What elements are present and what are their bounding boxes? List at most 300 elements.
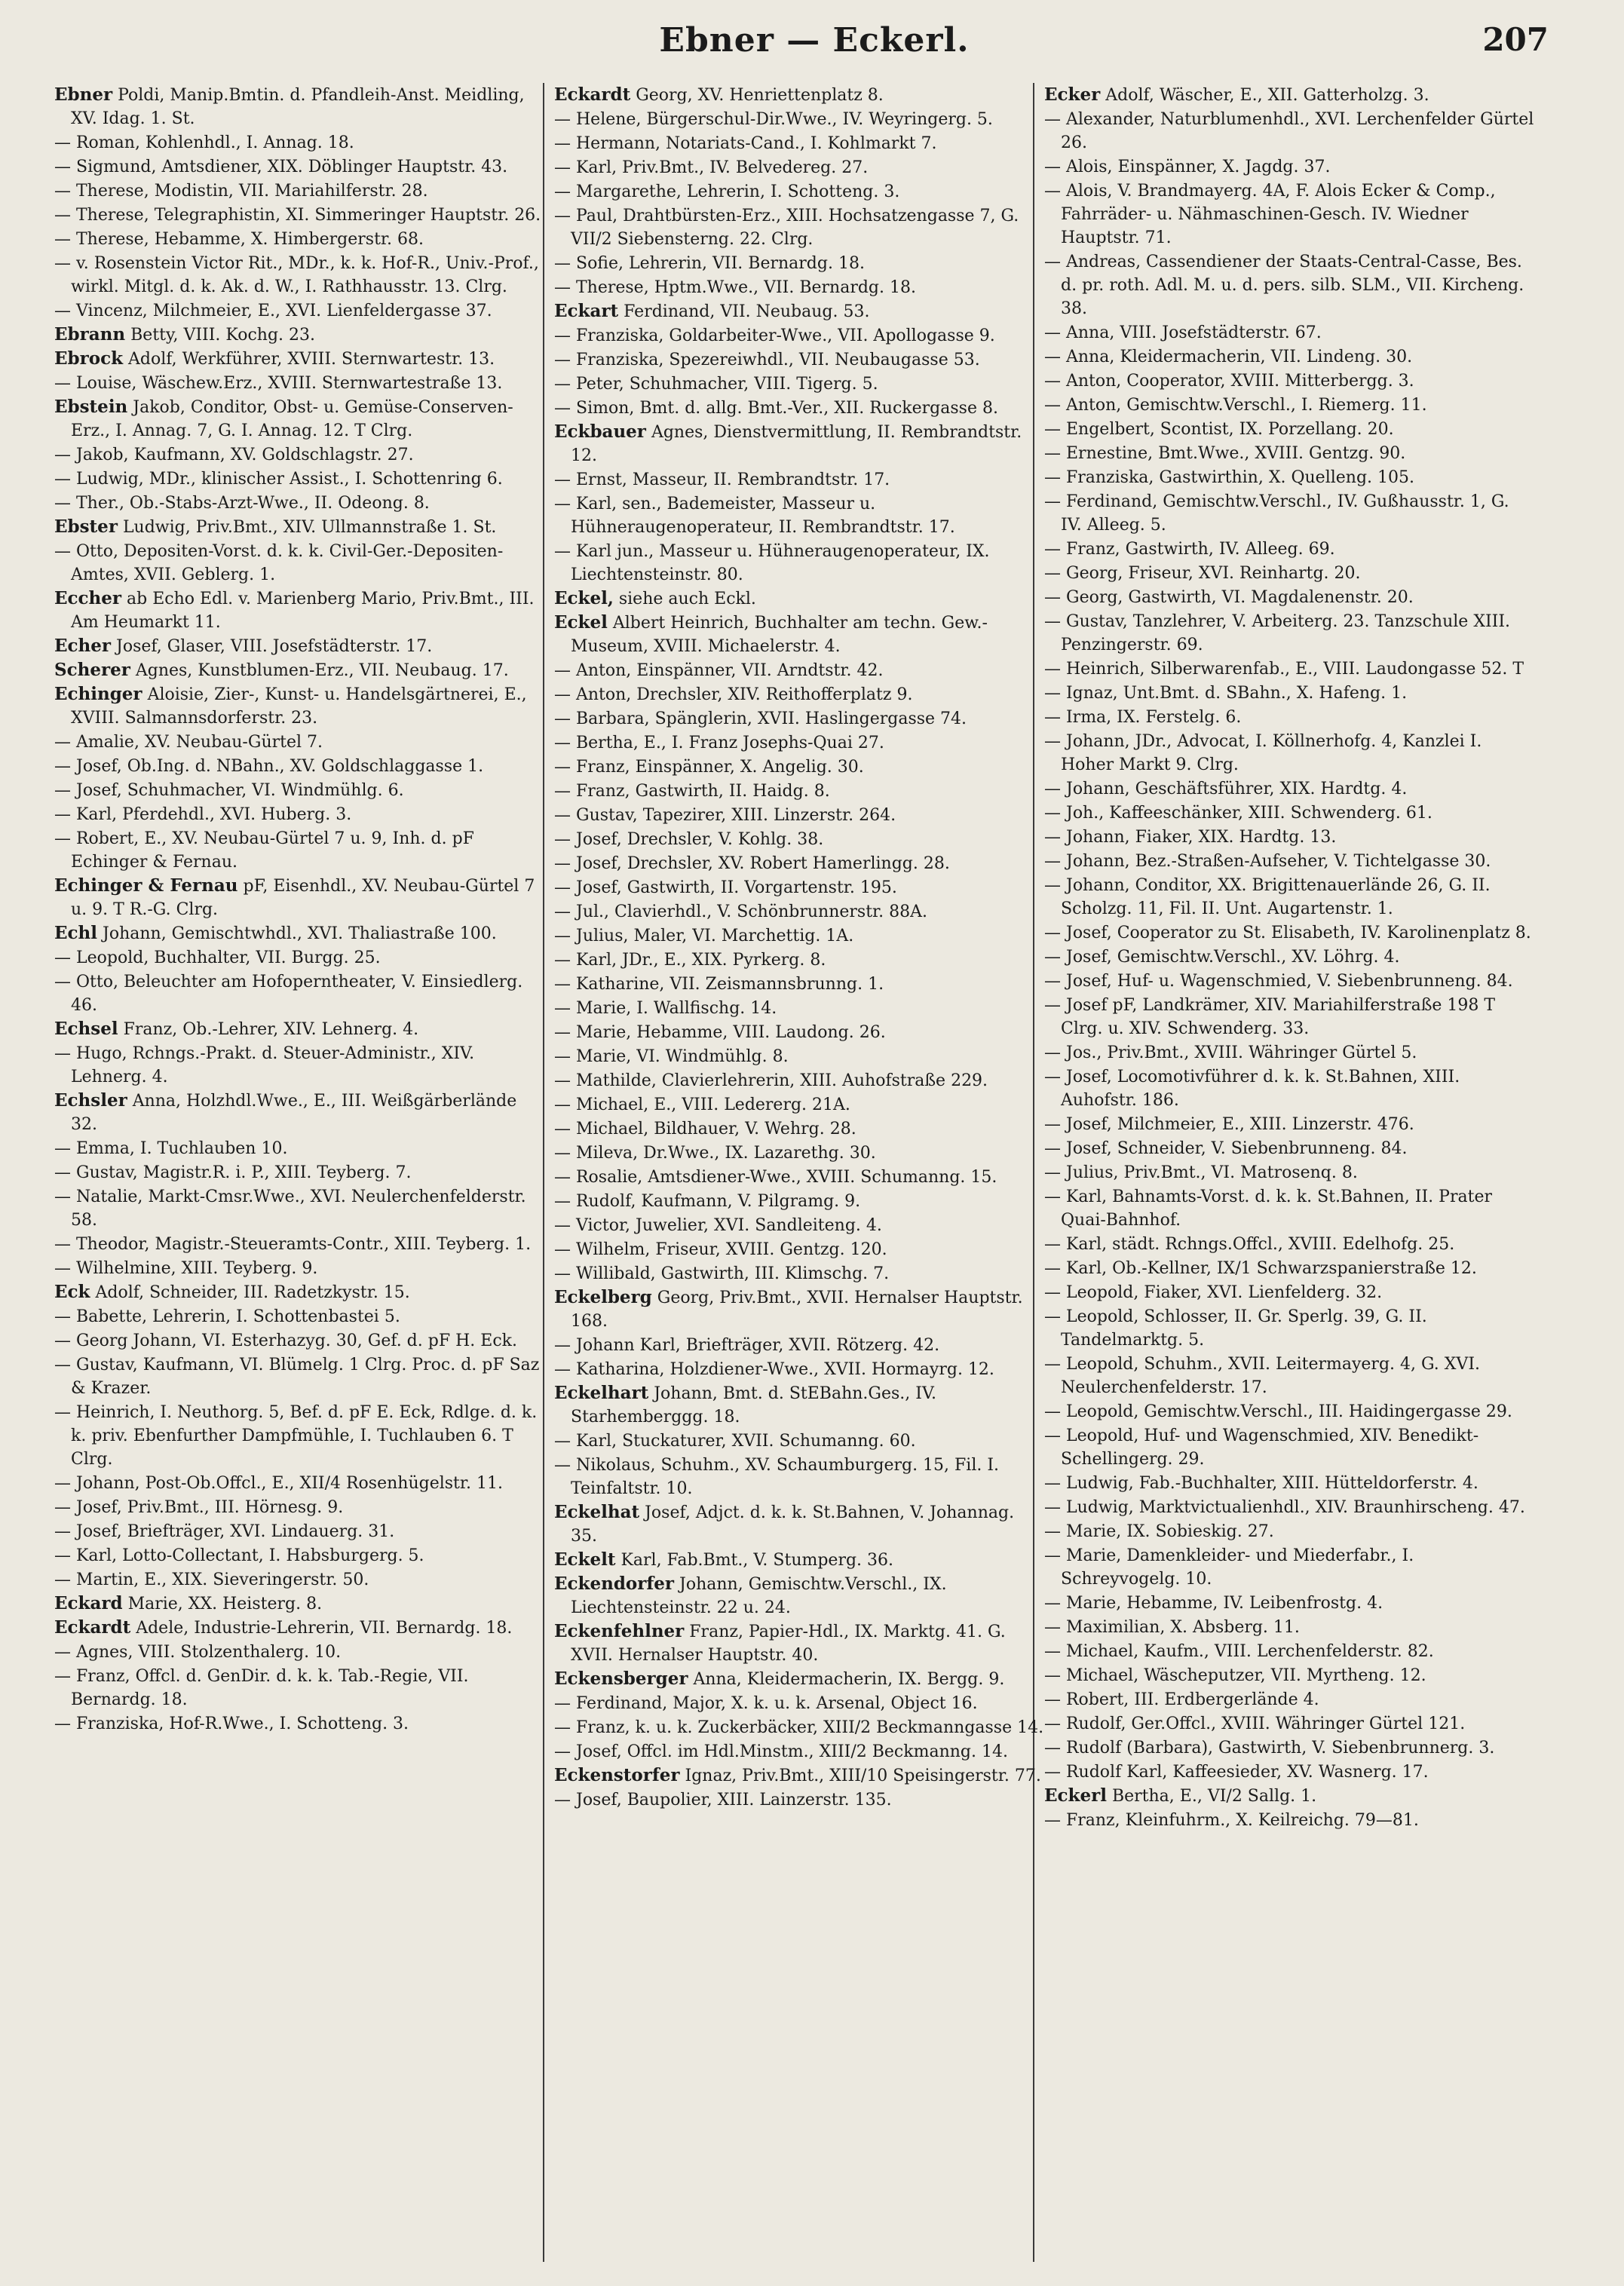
entry-text: — Franz, Kleinfuhrm., X. Keilreichg. 79—81. [1044,1811,1419,1830]
entry-text: — Sigmund, Amtsdiener, XIX. Döblinger Hauptstr. 43. [54,158,508,176]
directory-entry [1044,1471,1534,1495]
directory-entry [1044,1184,1534,1232]
entry-text: Georg, Priv.Bmt., XVII. Hernalser Hauptstr. 168. [571,1289,1023,1331]
directory-entry [54,730,544,754]
directory-entry [554,251,1044,275]
entry-text: — Johann, Bez.-Straßen-Aufseher, V. Tichtelgasse 30. [1044,852,1491,871]
directory-entry [1044,489,1534,537]
directory-entry [1044,561,1534,585]
directory-entry [1044,1784,1534,1808]
entry-text: — Karl, Bahnamts-Vorst. d. k. k. St.Bahnen, II. Prater Quai-Bahnhof. [1044,1187,1492,1230]
entry-text: Betty, VIII. Kochg. 23. [130,326,316,345]
directory-entry [554,1572,1044,1620]
entry-text: ab Echo Edl. v. Marienberg Mario, Priv.Bmt., III. Am Heumarkt 11. [71,590,535,632]
directory-entry [1044,1495,1534,1519]
entry-text: — Josef, Gastwirth, II. Vorgartenstr. 195. [554,878,897,897]
entry-text: — Franziska, Gastwirthin, X. Quelleng. 105. [1044,468,1415,487]
directory-entry [54,1089,544,1136]
entry-text: Jakob, Conditor, Obst- u. Gemüse-Conserven-Erz., I. Annag. 7, G. I. Annag. 12. T Clrg. [71,398,513,440]
directory-entry [54,1017,544,1041]
entry-text: — Karl, Lotto-Collectant, I. Habsburgerg. 5. [54,1546,424,1565]
directory-entry [554,1739,1044,1764]
directory-entry [554,1285,1044,1333]
entry-text: Johann, Gemischtwhdl., XVI. Thaliastraße 100. [103,924,497,943]
directory-entry [54,371,544,395]
directory-entry [554,851,1044,875]
entry-text: — Vincenz, Milchmeier, E., XVI. Lienfeldergasse 37. [54,302,492,320]
entry-text: — Anton, Gemischtw.Verschl., I. Riemerg. 11. [1044,396,1427,415]
running-title: Ebner — Eckerl. [659,21,970,60]
directory-entry [554,1764,1044,1788]
entry-text: — Emma, I. Tuchlauben 10. [54,1139,288,1158]
entry-text: — Josef pF, Landkrämer, XIV. Mariahilferstraße 198 T Clrg. u. XIV. Schwenderg. 33. [1044,996,1496,1038]
directory-entry [554,706,1044,731]
entry-text: — Leopold, Schuhm., XVII. Leitermayerg. 4, G. XVI. Neulerchenfelderstr. 17. [1044,1355,1481,1397]
directory-entry [554,1691,1044,1715]
page-number: 207 [1482,21,1549,58]
directory-entry [1044,393,1534,417]
directory-entry [1044,1687,1534,1711]
directory-entry [1044,465,1534,489]
entry-surname: Eckenstorfer [554,1765,680,1785]
entry-text: — Karl, Ob.-Kellner, IX/1 Schwarzspanierstraße 12. [1044,1259,1477,1278]
entry-text: — Karl, JDr., E., XIX. Pyrkerg. 8. [554,951,826,970]
directory-entry [54,179,544,203]
directory-entry [1044,1711,1534,1736]
entry-surname: Eckel, [554,588,614,608]
directory-entry [1044,705,1534,729]
directory-entry [554,179,1044,204]
entry-text: Josef, Adjct. d. k. k. St.Bahnen, V. Johannag. 35. [571,1503,1015,1546]
entry-text: — Andreas, Cassendiener der Staats-Central-Casse, Bes. d. pr. roth. Adl. M. u. d. pers. silb. SLM., VII. Kircheng. 38. [1044,253,1524,318]
directory-entry [1044,1760,1534,1784]
entry-text: — Rudolf, Ger.Offcl., XVIII. Währinger Gürtel 121. [1044,1714,1466,1733]
directory-entry [554,492,1044,539]
entry-text: — Wilhelm, Friseur, XVIII. Gentzg. 120. [554,1240,887,1259]
entry-text: — Engelbert, Scontist, IX. Porzellang. 20. [1044,420,1394,439]
entry-text: — Maximilian, X. Absberg. 11. [1044,1618,1300,1637]
entry-text: — Josef, Gemischtw.Verschl., XV. Löhrg. 4. [1044,948,1400,967]
directory-entry [54,227,544,251]
directory-entry [54,1353,544,1400]
directory-entry [554,155,1044,179]
entry-text: — Georg, Gastwirth, VI. Magdalenenstr. 20. [1044,588,1414,607]
directory-entry [554,682,1044,706]
entry-text: Aloisie, Zier-, Kunst- u. Handelsgärtnerei, E., XVIII. Salmannsdorferstr. 23. [71,685,527,728]
entry-text: — Alois, Einspänner, X. Jagdg. 37. [1044,158,1331,176]
entry-text: — Wilhelmine, XIII. Teyberg. 9. [54,1259,318,1278]
entry-text: — Helene, Bürgerschul-Dir.Wwe., IV. Weyringerg. 5. [554,110,993,129]
entry-text: — Michael, Wäscheputzer, VII. Myrtheng. 12. [1044,1666,1426,1685]
directory-entry [1044,1160,1534,1184]
entry-text: — Ignaz, Unt.Bmt. d. SBahn., X. Hafeng. 1. [1044,684,1408,703]
directory-entry [1044,801,1534,825]
directory-entry [54,83,544,130]
directory-entry [1044,1423,1534,1471]
entry-text: Ignaz, Priv.Bmt., XIII/10 Speisingerstr. 77. [685,1767,1041,1785]
entry-text: — Simon, Bmt. d. allg. Bmt.-Ver., XII. Ruckergasse 8. [554,399,998,418]
directory-entry [54,874,544,921]
directory-entry [1044,155,1534,179]
directory-entry [1044,609,1534,657]
entry-surname: Eckel [554,612,608,633]
entry-surname: Scherer [54,660,130,680]
entry-text: — Ludwig, MDr., klinischer Assist., I. Schottenring 6. [54,470,503,489]
entry-text: — Therese, Telegraphistin, XI. Simmeringer Hauptstr. 26. [54,206,541,225]
entry-text: — Gustav, Magistr.R. i. P., XIII. Teyberg. 7. [54,1163,412,1182]
entry-text: — Jakob, Kaufmann, XV. Goldschlagstr. 27. [54,446,414,464]
entry-text: — Johann, JDr., Advocat, I. Köllnerhofg. 4, Kanzlei I. Hoher Markt 9. Clrg. [1044,732,1482,774]
directory-entry [1044,585,1534,609]
entry-text: Anna, Holzhdl.Wwe., E., III. Weißgärberlände 32. [71,1092,517,1134]
entry-text: Josef, Glaser, VIII. Josefstädterstr. 17. [116,637,433,656]
entry-text: — Bertha, E., I. Franz Josephs-Quai 27. [554,734,884,752]
directory-entry [1044,345,1534,369]
directory-entry [554,1620,1044,1667]
entry-text: — Robert, E., XV. Neubau-Gürtel 7 u. 9, Inh. d. pF Echinger & Fernau. [54,829,474,872]
column-right [1044,83,1534,2269]
directory-entry [54,491,544,515]
directory-entry [54,1041,544,1089]
entry-text: — Marie, I. Wallfischg. 14. [554,999,777,1018]
directory-entry [1044,657,1534,681]
directory-entry [554,83,1044,107]
entry-text: — Leopold, Fiaker, XVI. Lienfelderg. 32. [1044,1283,1383,1302]
directory-entry [1044,825,1534,849]
entry-text: — Therese, Modistin, VII. Mariahilferstr. 28. [54,182,428,201]
directory-entry [554,1261,1044,1285]
directory-entry [1044,777,1534,801]
directory-entry [554,1429,1044,1453]
entry-text: — Anton, Einspänner, VII. Arndtstr. 42. [554,661,884,680]
entry-surname: Eckart [554,301,619,321]
directory-entry [554,1189,1044,1213]
directory-entry [554,1500,1044,1548]
entry-surname: Eckendorfer [554,1574,675,1594]
directory-entry [554,611,1044,658]
entry-text: — Michael, E., VIII. Ledererg. 21A. [554,1096,850,1114]
entry-text: — Josef, Drechsler, XV. Robert Hamerlingg. 28. [554,854,950,873]
directory-entry [1044,441,1534,465]
entry-text: — Josef, Priv.Bmt., III. Hörnesg. 9. [54,1498,344,1517]
directory-entry [554,204,1044,251]
directory-entry [54,634,544,658]
directory-entry [54,1184,544,1232]
entry-surname: Ebner [54,84,113,105]
directory-entry [1044,1232,1534,1256]
entry-text: Agnes, Dienstvermittlung, II. Rembrandtstr. 12. [571,423,1022,465]
directory-entry [554,396,1044,420]
directory-entry [54,945,544,970]
entry-surname: Echinger [54,684,142,704]
entry-text: — Johann, Fiaker, XIX. Hardtg. 13. [1044,828,1337,847]
entry-surname: Eckelberg [554,1287,652,1307]
entry-text: — Natalie, Markt-Cmsr.Wwe., XVI. Neulerchenfelderstr. 58. [54,1187,526,1230]
entry-surname: Eckardt [54,1617,131,1638]
entry-text: — Alexander, Naturblumenhdl., XVI. Lerchenfelder Gürtel 26. [1044,110,1534,152]
directory-entry [1044,729,1534,777]
directory-entry [554,1020,1044,1044]
entry-text: — Gustav, Tanzlehrer, V. Arbeiterg. 23. Tanzschule XIII. Penzingerstr. 69. [1044,612,1511,654]
directory-entry [554,107,1044,131]
directory-entry [554,827,1044,851]
entry-text: — Rudolf (Barbara), Gastwirth, V. Siebenbrunnerg. 3. [1044,1739,1495,1757]
directory-entry [554,875,1044,899]
directory-entry [1044,1736,1534,1760]
directory-entry [54,515,544,539]
entry-text: — Therese, Hptm.Wwe., VII. Bernardg. 18. [554,278,916,297]
entry-text: — Franz, Offcl. d. GenDir. d. k. k. Tab.-Regie, VII. Bernardg. 18. [54,1667,469,1709]
entry-text: — Rudolf Karl, Kaffeesieder, XV. Wasnerg. 17. [1044,1763,1429,1782]
directory-entry [54,826,544,874]
entry-text: — Franz, Gastwirth, II. Haidg. 8. [554,782,830,801]
directory-entry [54,1592,544,1616]
column-left [54,83,544,2269]
directory-entry [554,539,1044,587]
directory-entry [54,754,544,778]
directory-entry [554,996,1044,1020]
entry-text: — Jos., Priv.Bmt., XVIII. Währinger Gürtel 5. [1044,1043,1417,1062]
directory-entry [54,467,544,491]
entry-text: — Alois, V. Brandmayerg. 4A, F. Alois Ecker & Comp., Fahrräder- u. Nähmaschinen-Gesch. IV. Wiedner Hauptstr. 71. [1044,182,1496,247]
directory-entry [554,1213,1044,1237]
directory-entry [54,539,544,587]
directory-entry [554,587,1044,611]
entry-surname: Ebstein [54,397,128,417]
directory-entry [554,131,1044,155]
entry-text: — Karl, sen., Bademeister, Masseur u. Hühneraugenoperateur, II. Rembrandtstr. 17. [554,495,955,537]
directory-entry [554,348,1044,372]
entry-text: — Heinrich, I. Neuthorg. 5, Bef. d. pF E. Eck, Rdlge. d. k. k. priv. Ebenfurther Dampfmühle, I. Tuchlauben 6. T Clrg. [54,1403,538,1469]
directory-entry [54,251,544,299]
entry-text: — Anna, VIII. Josefstädterstr. 67. [1044,323,1322,342]
entry-text: — Hugo, Rchngs.-Prakt. d. Steuer-Administr., XIV. Lehnerg. 4. [54,1044,475,1086]
directory-entry [54,1640,544,1664]
directory-entry [1044,320,1534,345]
entry-text: — Johann, Post-Ob.Offcl., E., XII/4 Rosenhügelstr. 11. [54,1474,503,1493]
entry-text: Johann, Gemischtw.Verschl., IX. Liechtensteinstr. 22 u. 24. [571,1575,947,1617]
entry-text: Karl, Fab.Bmt., V. Stumperg. 36. [620,1551,894,1570]
entry-text: Ferdinand, VII. Neubaug. 53. [624,302,870,321]
entry-text: — Nikolaus, Schuhm., XV. Schaumburgerg. 15, Fil. I. Teinfaltstr. 10. [554,1456,1000,1498]
entry-text: — Therese, Hebamme, X. Himbergerstr. 68. [54,230,424,249]
entry-text: — Franziska, Hof-R.Wwe., I. Schotteng. 3. [54,1714,409,1733]
directory-entry [1044,1615,1534,1639]
entry-text: — Marie, IX. Sobieskig. 27. [1044,1522,1274,1541]
entry-text: — Georg Johann, VI. Esterhazyg. 30, Gef. d. pF H. Eck. [54,1331,517,1350]
directory-entry [54,778,544,802]
directory-entry [54,1136,544,1160]
entry-text: — Willibald, Gastwirth, III. Klimschg. 7. [554,1264,890,1283]
entry-text: — Anton, Drechsler, XIV. Reithofferplatz 9. [554,685,913,704]
entry-text: — Ludwig, Marktvictualienhdl., XIV. Braunhirscheng. 47. [1044,1498,1525,1517]
entry-text: — Ernestine, Bmt.Wwe., XVIII. Gentzg. 90. [1044,444,1406,463]
entry-text: — Victor, Juwelier, XVI. Sandleiteng. 4. [554,1216,882,1235]
directory-entry [54,1543,544,1567]
directory-entry [1044,1256,1534,1280]
entry-text: Albert Heinrich, Buchhalter am techn. Gew.-Museum, XVIII. Michaelerstr. 4. [571,614,988,656]
directory-entry [1044,681,1534,705]
entry-text: — Franziska, Goldarbeiter-Wwe., VII. Apollogasse 9. [554,326,995,345]
entry-surname: Eckerl [1044,1785,1107,1806]
directory-entry [1044,1304,1534,1352]
directory-entry [1044,873,1534,921]
entry-surname: Eckensberger [554,1669,688,1689]
directory-entry [54,323,544,347]
directory-entry [54,921,544,945]
directory-entry [1044,1136,1534,1160]
entry-text: — Marie, Hebamme, IV. Leibenfrostg. 4. [1044,1594,1383,1613]
entry-text: Poldi, Manip.Bmtin. d. Pfandleih-Anst. Meidling, XV. Idag. 1. St. [71,86,525,128]
directory-entry [554,299,1044,323]
entry-text: — Julius, Maler, VI. Marchettig. 1A. [554,927,854,945]
directory-entry [54,395,544,443]
directory-entry [554,1667,1044,1691]
directory-entry [54,1711,544,1736]
entry-text: — Karl, städt. Rchngs.Offcl., XVIII. Edelhofg. 25. [1044,1235,1455,1254]
entry-text: — Karl, Pferdehdl., XVI. Huberg. 3. [54,805,352,824]
directory-entry [554,372,1044,396]
directory-entry [54,155,544,179]
entry-text: — Johann Karl, Briefträger, XVII. Rötzerg. 42. [554,1336,940,1355]
directory-entry [554,467,1044,492]
entry-text: pF, Eisenhdl., XV. Neubau-Gürtel 7 u. 9. T R.-G. Clrg. [71,877,535,919]
directory-entry [54,1664,544,1711]
directory-entry [54,1616,544,1640]
directory-entry [54,1160,544,1184]
directory-entry [554,779,1044,803]
directory-entry [1044,537,1534,561]
directory-entry [1044,250,1534,320]
entry-text: Franz, Papier-Hdl., IX. Marktg. 41. G. XVII. Hernalser Hauptstr. 40. [571,1623,1006,1665]
entry-text: — Ludwig, Fab.-Buchhalter, XIII. Hütteldorferstr. 4. [1044,1474,1478,1493]
entry-text: Marie, XX. Heisterg. 8. [127,1595,323,1613]
entry-text: — Otto, Depositen-Vorst. d. k. k. Civil-Ger.-Depositen-Amtes, XVII. Geblerg. 1. [54,542,504,584]
entry-text: — Leopold, Huf- und Wagenschmied, XIV. Benedikt-Schellingerg. 29. [1044,1426,1479,1469]
directory-entry [1044,1040,1534,1065]
directory-entry [1044,1399,1534,1423]
entry-text: — Franziska, Spezereiwhdl., VII. Neubaugasse 53. [554,351,980,369]
entry-text: — Joh., Kaffeeschänker, XIII. Schwenderg. 61. [1044,804,1432,823]
entry-text: — Katharina, Holzdiener-Wwe., XVII. Hormayrg. 12. [554,1360,994,1379]
directory-entry [1044,969,1534,993]
column-middle [554,83,1044,2269]
directory-entry [1044,1352,1534,1399]
entry-text: — Josef, Baupolier, XIII. Lainzerstr. 135. [554,1791,892,1809]
directory-entry [554,1548,1044,1572]
directory-entry [54,203,544,227]
directory-entry [554,924,1044,948]
directory-entry [554,1333,1044,1357]
entry-surname: Echsel [54,1019,118,1039]
directory-entry [1044,921,1534,945]
directory-entry [1044,83,1534,107]
entry-text: — Theodor, Magistr.-Steueramts-Contr., XIII. Teyberg. 1. [54,1235,532,1254]
entry-text: — Amalie, XV. Neubau-Gürtel 7. [54,733,323,752]
entry-text: — Leopold, Gemischtw.Verschl., III. Haidingergasse 29. [1044,1402,1512,1421]
entry-text: Franz, Ob.-Lehrer, XIV. Lehnerg. 4. [123,1020,419,1039]
entry-text: — Ferdinand, Gemischtw.Verschl., IV. Gußhausstr. 1, G. IV. Alleeg. 5. [1044,492,1509,535]
entry-text: — Josef, Drechsler, V. Kohlg. 38. [554,830,824,849]
directory-entry [54,1400,544,1471]
entry-text: Ludwig, Priv.Bmt., XIV. Ullmannstraße 1. St. [122,518,497,537]
entry-surname: Eckard [54,1593,123,1613]
directory-entry [1044,1519,1534,1543]
entry-text: — Mileva, Dr.Wwe., IX. Lazarethg. 30. [554,1144,876,1163]
directory-entry [1044,1065,1534,1112]
entry-text: — Martin, E., XIX. Sieveringerstr. 50. [54,1570,369,1589]
directory-entry [554,731,1044,755]
directory-entry [554,972,1044,996]
directory-entry [54,802,544,826]
directory-entry [54,587,544,634]
directory-entry [1044,1663,1534,1687]
entry-text: — Johann, Geschäftsführer, XIX. Hardtg. 4. [1044,780,1408,798]
directory-entry [554,420,1044,467]
entry-surname: Echer [54,636,112,656]
entry-surname: Eckelhart [554,1383,649,1403]
entry-text: — Robert, III. Erdbergerlände 4. [1044,1690,1319,1709]
entry-text: — Leopold, Schlosser, II. Gr. Sperlg. 39, G. II. Tandelmarktg. 5. [1044,1307,1427,1350]
entry-text: — Anton, Cooperator, XVIII. Mitterbergg. 3. [1044,372,1414,391]
entry-text: — Josef, Offcl. im Hdl.Minstm., XIII/2 Beckmanng. 14. [554,1742,1008,1761]
entry-text: — Gustav, Tapezirer, XIII. Linzerstr. 264. [554,806,896,825]
entry-text: — Gustav, Kaufmann, VI. Blümelg. 1 Clrg. Proc. d. pF Saz & Krazer. [54,1356,540,1398]
entry-text: Georg, XV. Henriettenplatz 8. [636,86,884,105]
entry-surname: Eckbauer [554,421,646,442]
entry-text: Bertha, E., VI/2 Sallg. 1. [1111,1787,1317,1806]
directory-entry [1044,417,1534,441]
directory-entry [554,1788,1044,1812]
directory-entry [54,1256,544,1280]
entry-text: — Josef, Milchmeier, E., XIII. Linzerstr. 476. [1044,1115,1414,1134]
directory-entry [554,948,1044,972]
entry-text: — Sofie, Lehrerin, VII. Bernardg. 18. [554,254,865,273]
entry-text: — Julius, Priv.Bmt., VI. Matrosenq. 8. [1044,1163,1358,1182]
entry-text: — Michael, Kaufm., VIII. Lerchenfelderstr. 82. [1044,1642,1434,1661]
directory-entry [1044,1543,1534,1591]
directory-entry [54,1471,544,1495]
directory-entry [554,323,1044,348]
directory-entry [554,1453,1044,1500]
directory-entry [54,1280,544,1304]
entry-text: Adolf, Wäscher, E., XII. Gatterholzg. 3. [1105,86,1429,105]
directory-entry [54,682,544,730]
entry-surname: Eckardt [554,84,631,105]
directory-entry [554,899,1044,924]
directory-entry [554,1141,1044,1165]
entry-surname: Echl [54,923,97,943]
directory-entry [554,1715,1044,1739]
directory-entry [1044,1112,1534,1136]
entry-text: — Marie, Hebamme, VIII. Laudong. 26. [554,1023,886,1042]
entry-text: — Otto, Beleuchter am Hofoperntheater, V. Einsiedlerg. 46. [54,973,523,1015]
directory-entry [554,1165,1044,1189]
entry-surname: Eckelhat [554,1502,640,1522]
entry-text: Anna, Kleidermacherin, IX. Bergg. 9. [693,1670,1005,1689]
directory-entry [54,1519,544,1543]
entry-text: Adolf, Werkführer, XVIII. Sternwartestr. 13. [128,350,495,369]
entry-text: — Peter, Schuhmacher, VIII. Tigerg. 5. [554,375,878,394]
entry-text: — Jul., Clavierhdl., V. Schönbrunnerstr. 88A. [554,902,927,921]
directory-entry [54,1567,544,1592]
entry-text: — Josef, Locomotivführer d. k. k. St.Bahnen, XIII. Auhofstr. 186. [1044,1068,1460,1110]
entry-text: — Paul, Drahtbürsten-Erz., XIII. Hochsatzengasse 7, G. VII/2 Siebensterng. 22. Clrg. [554,207,1019,249]
directory-entry [554,1357,1044,1381]
directory-entry [554,755,1044,779]
directory-entry [554,1381,1044,1429]
directory-entry [54,1495,544,1519]
